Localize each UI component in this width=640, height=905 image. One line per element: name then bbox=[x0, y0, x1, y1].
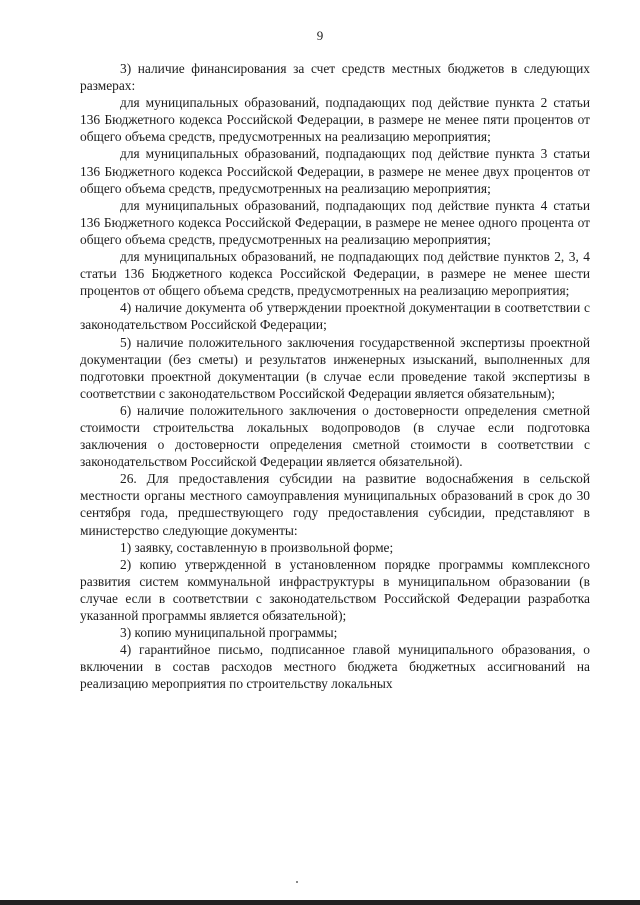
page-number: 9 bbox=[316, 28, 324, 43]
scan-bottom-edge bbox=[0, 900, 640, 905]
paragraph: 6) наличие положительного заключения о достоверности определения сметной стоимости строительства локальных водопроводов (в случае если подготовка заключения о достоверности определения сметной стоимости в соответствии с законодательством Российской Федерации является обязательной). bbox=[80, 402, 590, 470]
scan-speck bbox=[296, 881, 298, 883]
paragraph: 4) гарантийное письмо, подписанное главой муниципального образования, о включении в состав расходов местного бюджета бюджетных ассигнований на реализацию мероприятия по строительству локальных bbox=[80, 642, 590, 692]
document-body bbox=[80, 60, 590, 692]
paragraph: 1) заявку, составленную в произвольной форме; bbox=[120, 539, 394, 555]
paragraph: для муниципальных образований, подпадающих под действие пункта 2 статьи 136 Бюджетного кодекса Российской Федерации, в размере не менее пяти процентов от общего объема средств, предусмотренных на реализацию мероприятия; bbox=[80, 95, 590, 145]
paragraph: 4) наличие документа об утверждении проектной документации в соответствии с законодательством Российской Федерации; bbox=[80, 300, 590, 333]
paragraph: 26. Для предоставления субсидии на развитие водоснабжения в сельской местности органы местного самоуправления муниципальных образований в срок до 30 сентября года, предшествующего году предоставления субсидии, представляют в министерство следующие документы: bbox=[80, 471, 590, 538]
paragraph: для муниципальных образований, подпадающих под действие пункта 4 статьи 136 Бюджетного кодекса Российской Федерации, в размере не менее одного процента от общего объема средств, предусмотренных на реализацию мероприятия; bbox=[80, 197, 590, 247]
paragraph: для муниципальных образований, подпадающих под действие пункта 3 статьи 136 Бюджетного кодекса Российской Федерации, в размере не менее двух процентов от общего объема средств, предусмотренных на реализацию мероприятия; bbox=[80, 146, 590, 196]
paragraph: 3) копию муниципальной программы; bbox=[120, 625, 338, 641]
paragraph: для муниципальных образований, не подпадающих под действие пунктов 2, 3, 4 статьи 136 Бюджетного кодекса Российской Федерации, в размере не менее шести процентов от общего объема средств, предусмотренных на реализацию мероприятия; bbox=[80, 249, 590, 299]
paragraph: 5) наличие положительного заключения государственной экспертизы проектной документации (без сметы) и результатов инженерных изысканий, выполненных для подготовки проектной документации (в случае если проведение такой экспертизы в соответствии с законодательством Российской Федерации является обязательным); bbox=[80, 334, 590, 401]
paragraph: 2) копию утвержденной в установленном порядке программы комплексного развития систем коммунальной инфраструктуры в муниципальном образовании (в случае если в соответствии с законодательством Российской Федерации разработка указанной программы является обязательной); bbox=[80, 556, 590, 623]
paragraph: 3) наличие финансирования за счет средств местных бюджетов в следующих размерах: bbox=[80, 61, 590, 94]
